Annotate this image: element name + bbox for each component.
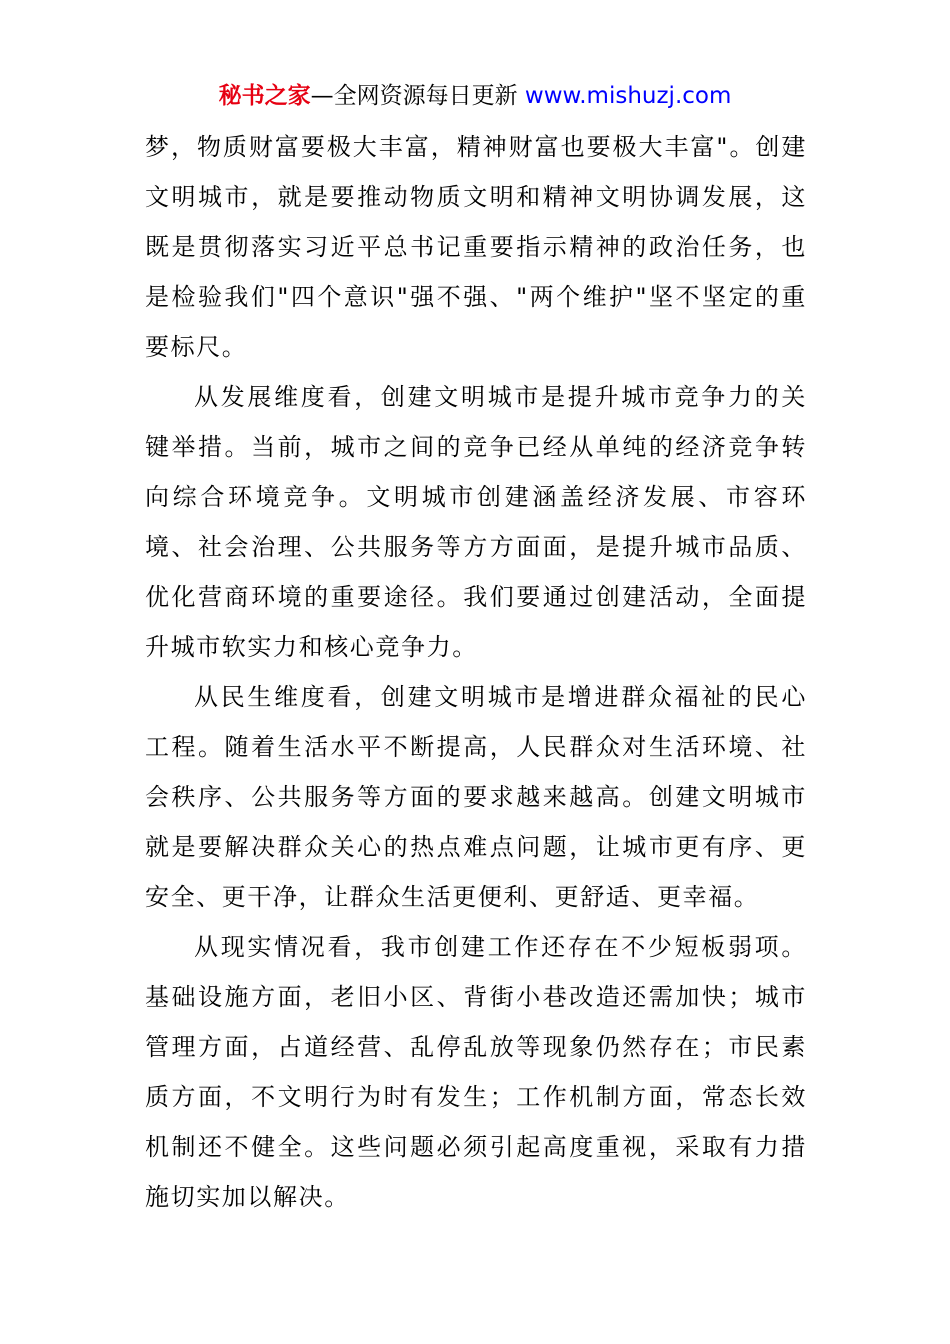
paragraph-development: 从发展维度看，创建文明城市是提升城市竞争力的关键举措。当前，城市之间的竞争已经从单纯的经济竞争转向综合环境竞争。文明城市创建涵盖经济发展、市容环境、社会治理、公共服务等方方面面，是提升城市品质、优化营商环境的重要途径。我们要通过创建活动，全面提升城市软实力和核心竞争力。 — [145, 383, 807, 661]
paragraph-continuation: 梦，物质财富要极大丰富，精神财富也要极大丰富"。创建文明城市，就是要推动物质文明和精神文明协调发展，这既是贯彻落实习近平总书记重要指示精神的政治任务，也是检验我们"四个意识"强不强、"两个维护"坚不坚定的重要标尺。 — [145, 133, 807, 361]
paragraph-reality: 从现实情况看，我市创建工作还存在不少短板弱项。基础设施方面，老旧小区、背街小巷改造还需加快；城市管理方面，占道经营、乱停乱放等现象仍然存在；市民素质方面，不文明行为时有发生；工作机制方面，常态长效机制还不健全。这些问题必须引起高度重视，采取有力措施切实加以解决。 — [145, 933, 807, 1211]
document-body — [145, 122, 807, 1222]
site-tagline: —全网资源每日更新 — [310, 83, 525, 109]
site-url-link[interactable]: www.mishuzj.com — [524, 83, 732, 109]
paragraph-livelihood: 从民生维度看，创建文明城市是增进群众福祉的民心工程。随着生活水平不断提高，人民群众对生活环境、社会秩序、公共服务等方面的要求越来越高。创建文明城市就是要解决群众关心的热点难点问题，让城市更有序、更安全、更干净，让群众生活更便利、更舒适、更幸福。 — [145, 683, 807, 911]
site-brand: 秘书之家 — [218, 83, 311, 109]
site-header — [0, 80, 950, 112]
